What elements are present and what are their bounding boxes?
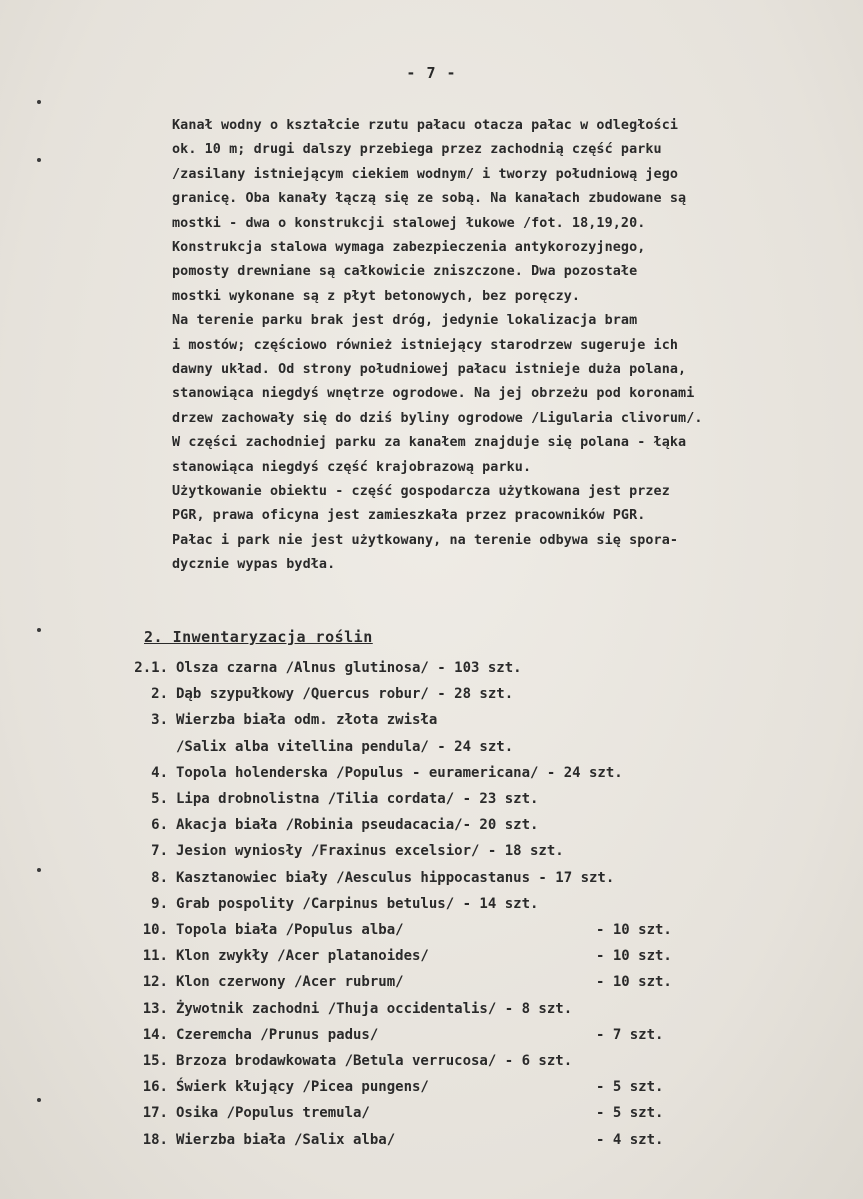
- list-item-text: Lipa drobnolistna /Tilia cordata/ - 23 szt.: [176, 791, 539, 807]
- list-item-text: Klon czerwony /Acer rubrum/: [176, 974, 404, 991]
- paragraph-line: mostki - dwa o konstrukcji stalowej łukowe /fot. 18,19,20.: [172, 215, 646, 231]
- list-item-quantity: - 5 szt.: [596, 1105, 664, 1122]
- list-item: [132, 870, 614, 886]
- list-item-number: 6.: [151, 817, 168, 834]
- list-item: [132, 686, 513, 702]
- paragraph-line: ok. 10 m; drugi dalszy przebiega przez zachodnią część parku: [172, 142, 662, 158]
- paragraph-line: dawny układ. Od strony południowej pałacu istnieje duża polana,: [172, 362, 687, 377]
- list-item-text: Wierzba biała /Salix alba/: [176, 1131, 396, 1148]
- list-item: [132, 739, 513, 755]
- list-item: [132, 1132, 395, 1148]
- list-item-number: 16.: [142, 1079, 168, 1096]
- list-item: [132, 1079, 429, 1095]
- list-item-text: Akacja biała /Robinia pseudacacia/- 20 szt.: [176, 817, 539, 834]
- list-item-number: 8.: [151, 869, 168, 886]
- list-item: [132, 1001, 572, 1017]
- list-item: [132, 974, 404, 990]
- paragraph-line: PGR, prawa oficyna jest zamieszkała przez pracowników PGR.: [172, 508, 646, 524]
- paragraph-line: drzew zachowały się do dziś byliny ogrodowe /Ligularia clivorum/.: [172, 410, 703, 426]
- paragraph-line: Kanał wodny o kształcie rzutu pałacu otacza pałac w odległości: [172, 118, 679, 133]
- paragraph-line: Na terenie parku brak jest dróg, jedynie lokalizacja bram: [172, 313, 638, 329]
- list-item: [132, 712, 437, 728]
- list-item-number: 15.: [142, 1053, 168, 1069]
- list-item-number: 11.: [142, 948, 168, 965]
- margin-dot: [37, 1098, 41, 1102]
- list-item: [132, 1027, 378, 1043]
- paragraph-line: granicę. Oba kanały łączą się ze sobą. Na kanałach zbudowane są: [172, 191, 687, 207]
- list-item: [132, 817, 538, 833]
- list-item-quantity: - 5 szt.: [596, 1079, 664, 1096]
- paragraph-line: i mostów; częściowo również istniejący starodrzew sugeruje ich: [172, 337, 679, 353]
- list-item-text: Jesion wyniosły /Fraxinus excelsior/ - 18 szt.: [176, 843, 564, 860]
- paragraph-line: /zasilany istniejącym ciekiem wodnym/ i tworzy południową jego: [172, 166, 679, 182]
- list-item-text: Brzoza brodawkowata /Betula verrucosa/ - 6 szt.: [176, 1053, 573, 1069]
- paragraph-line: stanowiąca niegdyś wnętrze ogrodowe. Na jej obrzeżu pod koronami: [172, 386, 695, 402]
- list-item-number: 2.: [151, 686, 168, 703]
- margin-dot: [37, 100, 41, 104]
- list-item: [132, 922, 404, 938]
- margin-dot: [37, 158, 41, 162]
- paragraph-line: dycznie wypas bydła.: [172, 557, 336, 573]
- list-item: [132, 896, 538, 912]
- list-item-number: 18.: [142, 1131, 168, 1148]
- list-item-number: 14.: [142, 1026, 168, 1043]
- margin-dot: [37, 628, 41, 632]
- list-item-text: Wierzba biała odm. złota zwisła: [176, 712, 438, 729]
- list-item-text: Topola holenderska /Populus - euramericana/ - 24 szt.: [176, 764, 623, 781]
- list-item-text: Klon zwykły /Acer platanoides/: [176, 948, 429, 965]
- paragraph-line: Pałac i park nie jest użytkowany, na terenie odbywa się spora-: [172, 532, 679, 548]
- list-item: [132, 1105, 370, 1121]
- list-item-quantity: - 4 szt.: [596, 1131, 664, 1148]
- list-item-number: 9.: [151, 895, 168, 912]
- list-item-quantity: - 10 szt.: [596, 974, 672, 991]
- paragraph-line: mostki wykonane są z płyt betonowych, bez poręczy.: [172, 288, 581, 304]
- list-item-text: Olsza czarna /Alnus glutinosa/ - 103 szt.: [176, 660, 522, 676]
- list-item-text: Topola biała /Populus alba/: [176, 922, 404, 938]
- list-item-number: 17.: [142, 1105, 168, 1122]
- list-item-number: 7.: [151, 843, 168, 860]
- paragraph-line: pomosty drewniane są całkowicie zniszczone. Dwa pozostałe: [172, 264, 638, 280]
- list-item-text: Osika /Populus tremula/: [176, 1105, 370, 1122]
- list-item-number: 5.: [151, 791, 168, 807]
- list-item-number: 4.: [151, 764, 168, 781]
- paragraph-line: stanowiąca niegdyś część krajobrazową parku.: [172, 459, 532, 475]
- paragraph-line: Konstrukcja stalowa wymaga zabezpieczenia antykorozyjnego,: [172, 240, 646, 255]
- list-item-quantity: - 10 szt.: [596, 948, 672, 965]
- list-item-number: 3.: [151, 712, 168, 729]
- list-item-number: 12.: [142, 974, 168, 991]
- list-item: [132, 948, 429, 964]
- list-item-number: 2.1.: [134, 660, 168, 676]
- list-item-text: /Salix alba vitellina pendula/ - 24 szt.: [176, 738, 514, 755]
- list-item-quantity: - 7 szt.: [596, 1026, 664, 1043]
- list-item-text: Żywotnik zachodni /Thuja occidentalis/ - 8 szt.: [176, 1000, 573, 1017]
- list-item-number: 10.: [142, 922, 168, 938]
- list-item: [132, 765, 623, 781]
- list-item-text: Grab pospolity /Carpinus betulus/ - 14 szt.: [176, 895, 539, 912]
- list-item-text: Świerk kłujący /Picea pungens/: [176, 1079, 429, 1096]
- list-item-text: Dąb szypułkowy /Quercus robur/ - 28 szt.: [176, 686, 514, 703]
- list-item-number: 13.: [142, 1000, 168, 1017]
- paragraph-line: W części zachodniej parku za kanałem znajduje się polana - łąka: [172, 435, 687, 451]
- list-item: [132, 791, 538, 807]
- page-number: - 7 -: [406, 64, 457, 82]
- paragraph-line: Użytkowanie obiektu - część gospodarcza użytkowana jest przez: [172, 484, 670, 499]
- list-item: [132, 660, 522, 676]
- list-item-text: Kasztanowiec biały /Aesculus hippocastanus - 17 szt.: [176, 869, 615, 886]
- list-item: [132, 843, 564, 859]
- list-item: [132, 1053, 572, 1069]
- margin-dot: [37, 868, 41, 872]
- section-title: 2. Inwentaryzacja roślin: [144, 628, 373, 646]
- list-item-text: Czeremcha /Prunus padus/: [176, 1026, 379, 1043]
- list-item-quantity: - 10 szt.: [596, 922, 672, 938]
